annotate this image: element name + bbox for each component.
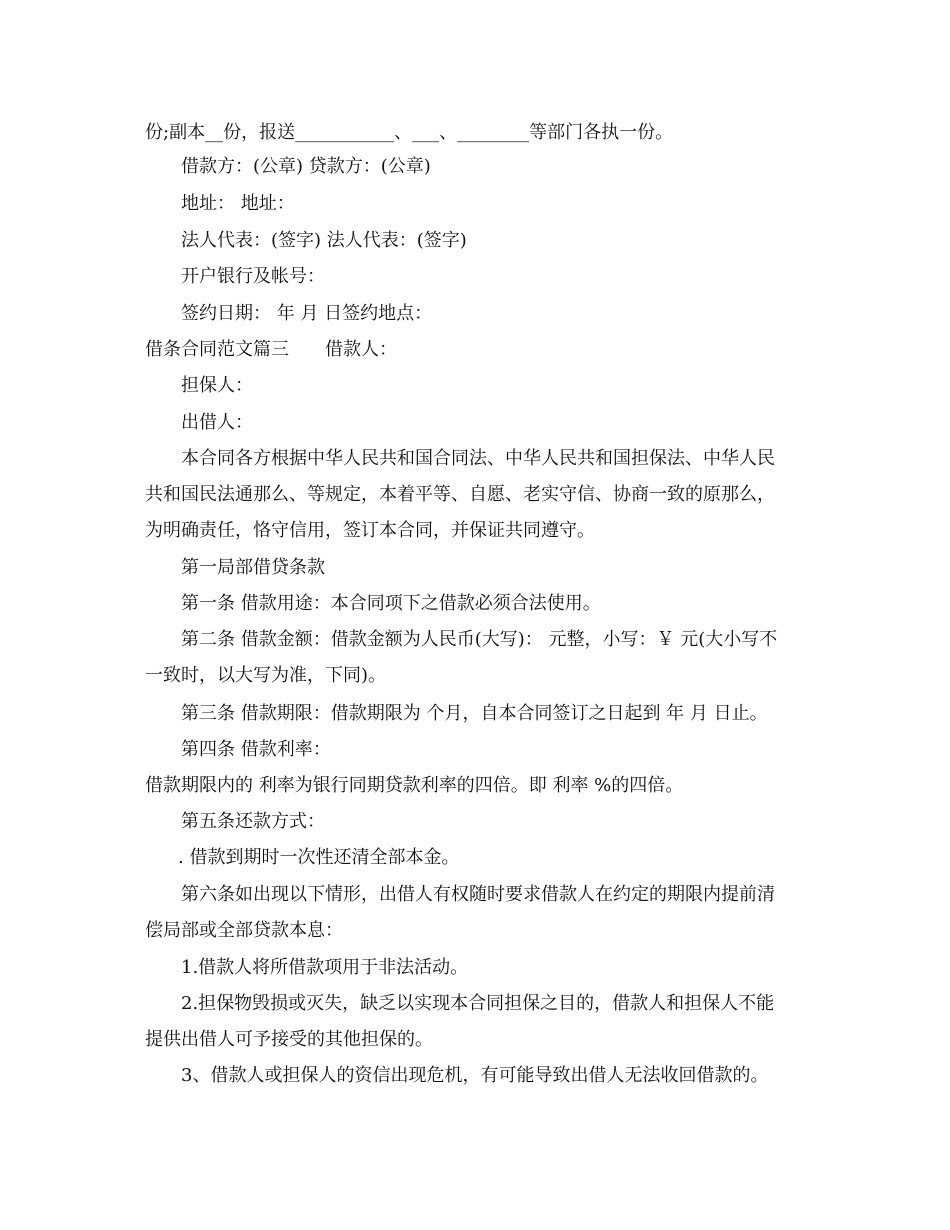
text-line: 地址： 地址： [181,193,295,214]
text-line: 偿局部或全部贷款本息： [145,920,343,941]
text-line: 出借人： [181,412,253,433]
text-line: 借款方：(公章) 贷款方：(公章) [181,156,431,177]
text-line: 第一局部借贷条款 [181,557,325,578]
text-line: 第五条还款方式： [181,811,325,832]
text-line: 本合同各方根据中华人民共和国合同法、中华人民共和国担保法、中华人民 [181,448,775,469]
text-line: 1.借款人将所借款项用于非法活动。 [181,957,469,978]
text-line: 第四条 借款利率： [181,739,331,760]
text-line: 3、借款人或担保人的资信出现危机，有可能导致出借人无法收回借款的。 [181,1065,769,1086]
text-line: 提供出借人可予接受的其他担保的。 [145,1029,433,1050]
text-line: 为明确责任，恪守信用，签订本合同，并保证共同遵守。 [145,520,595,541]
section-heading: 借条合同范文篇三 借款人： [145,339,397,360]
text-line: 签约日期： 年 月 日签约地点： [181,303,433,324]
text-line: 第二条 借款金额：借款金额为人民币(大写)： 元整，小写：￥ 元(大小写不 [181,629,778,650]
text-line: 共和国民法通那么、等规定，本着平等、自愿、老实守信、协商一致的原那么， [145,484,775,505]
text-line: 法人代表：(签字) 法人代表：(签字) [181,230,467,251]
text-line: 开户银行及帐号： [181,266,325,287]
text-line: 第六条如出现以下情形，出借人有权随时要求借款人在约定的期限内提前清 [181,884,775,905]
text-line: 2.担保物毁损或灭失，缺乏以实现本合同担保之目的，借款人和担保人不能 [181,993,775,1014]
text-line: . 借款到期时一次性还清全部本金。 [178,847,460,868]
text-line: 一致时，以大写为准，下同)。 [145,665,387,686]
text-line: 第三条 借款期限：借款期限为 个月，自本合同签订之日起到 年 月 日止。 [181,703,768,724]
text-line: 借款期限内的 利率为银行同期贷款利率的四倍。即 利率 %的四倍。 [145,775,684,796]
text-line: 第一条 借款用途：本合同项下之借款必须合法使用。 [181,593,601,614]
text-line: 担保人： [181,375,253,396]
text-line: 份;副本__份，报送___________、___、________等部门各执一份。 [145,122,674,143]
